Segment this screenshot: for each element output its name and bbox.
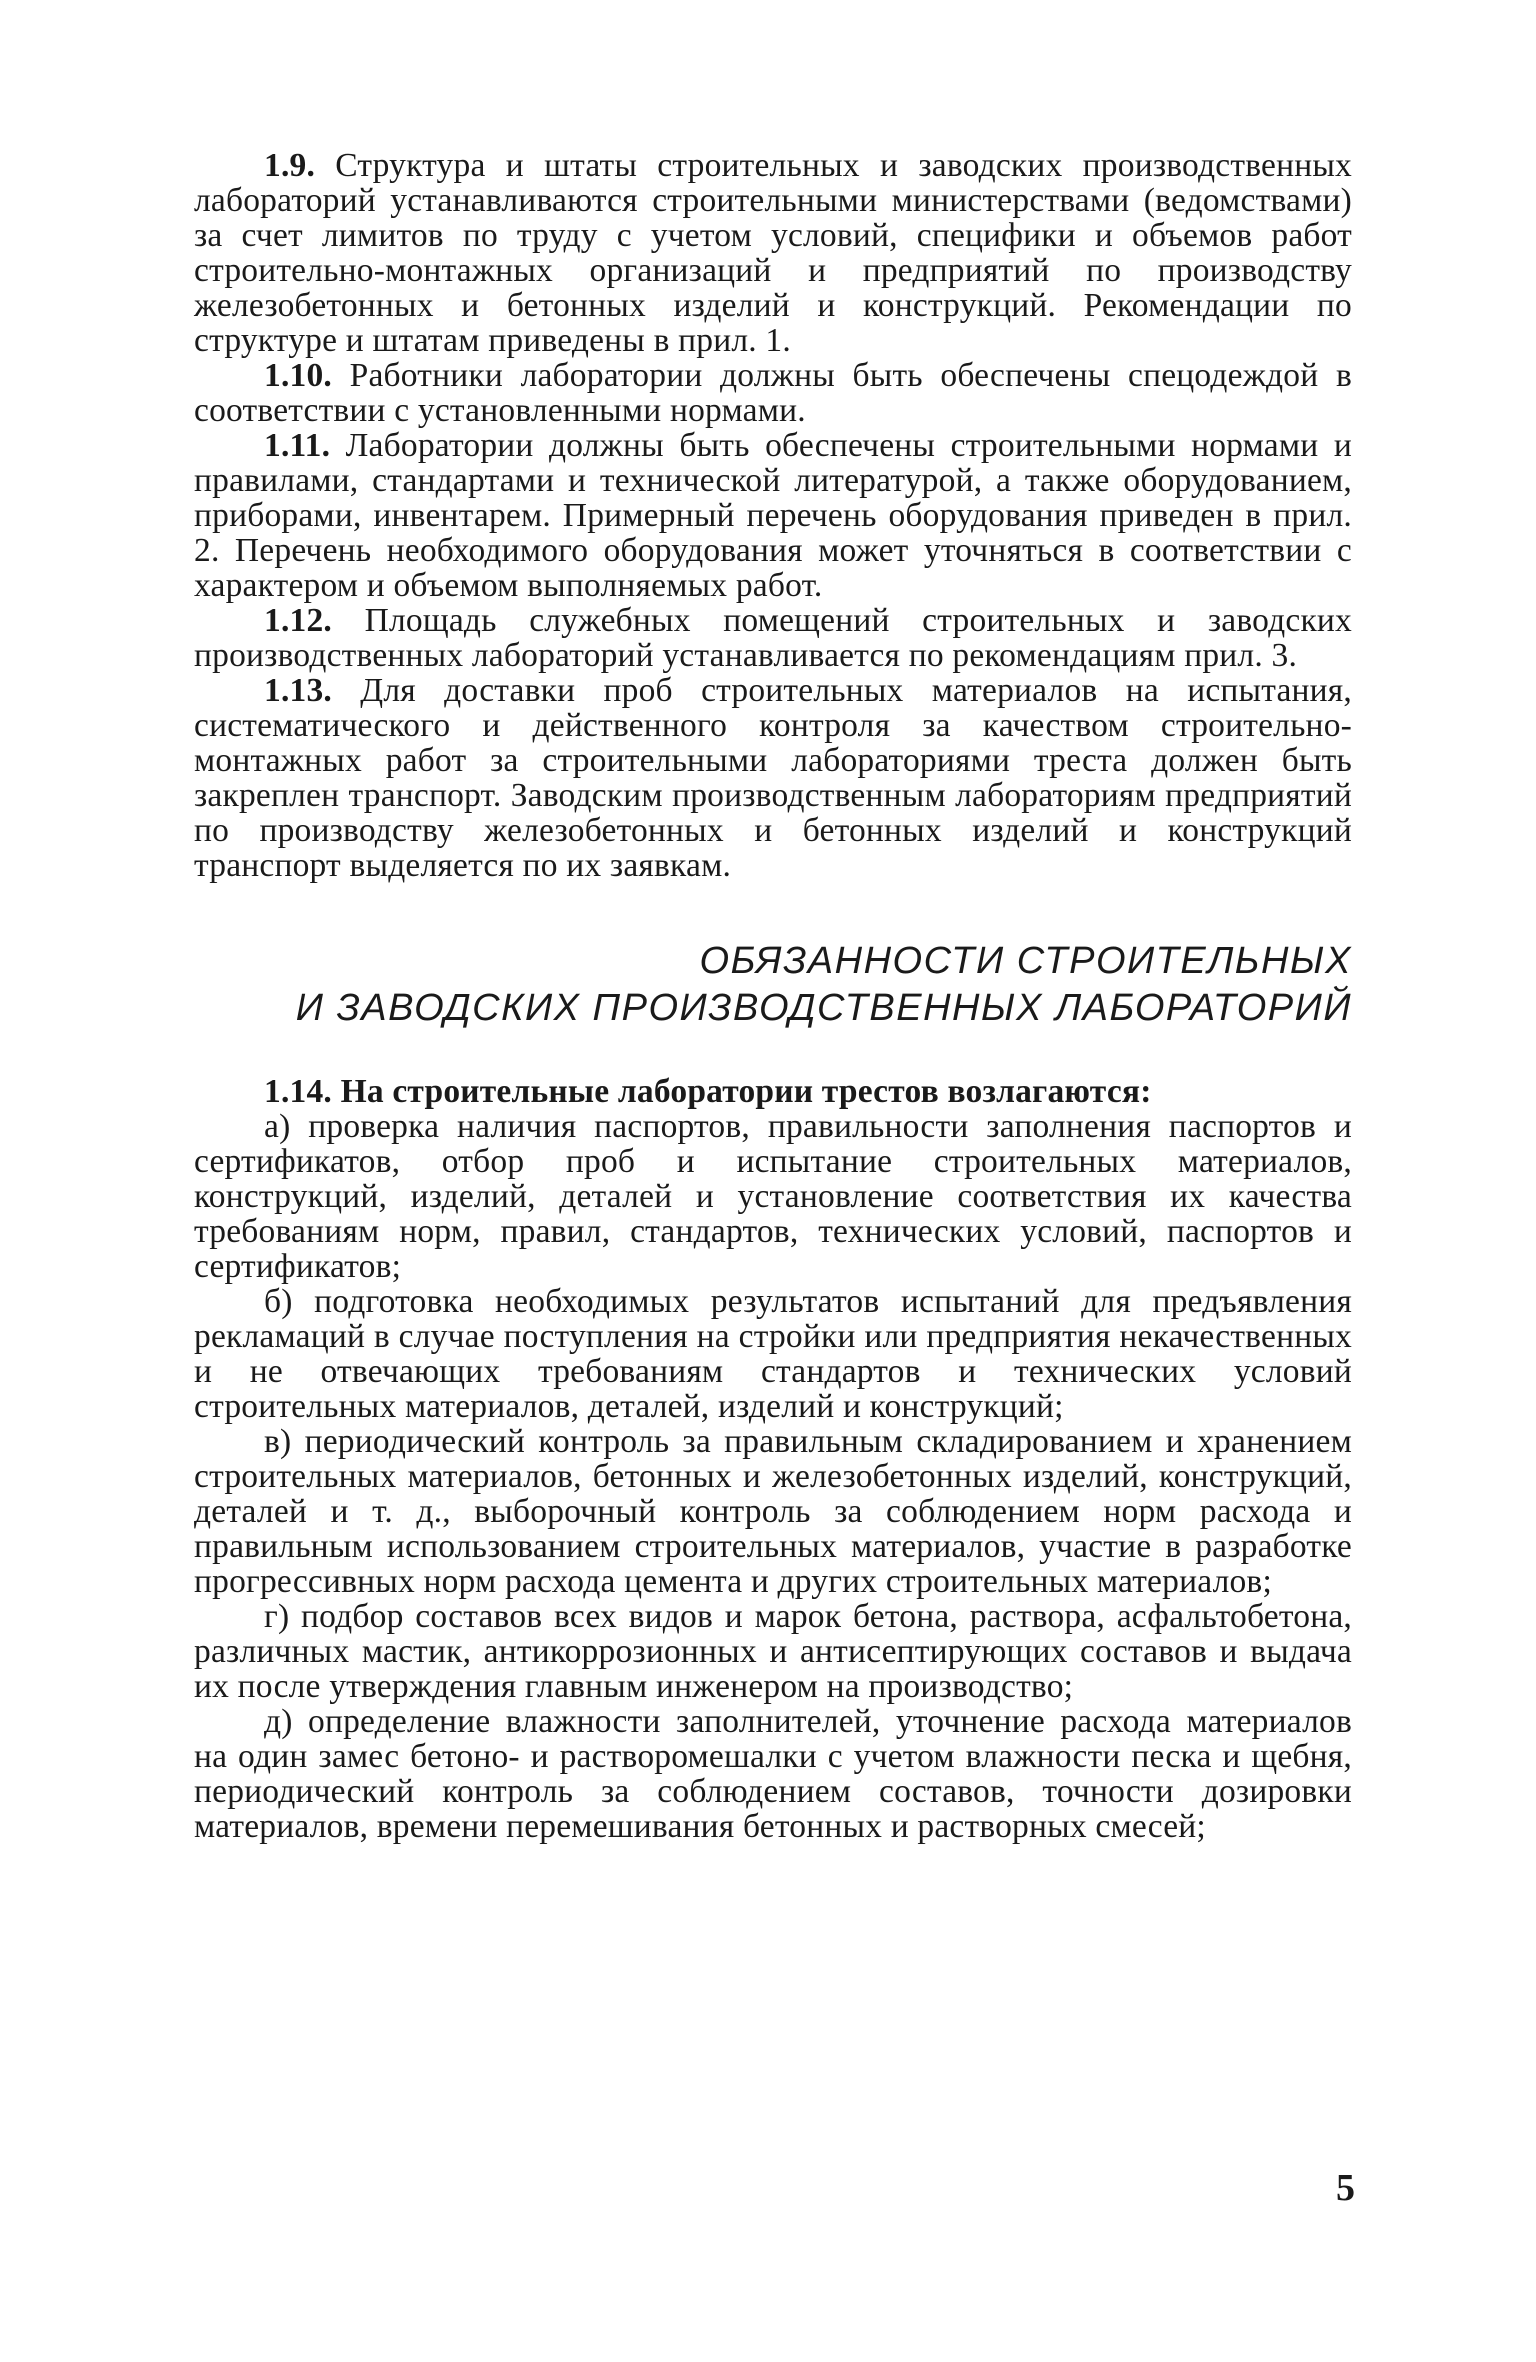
section-heading [194, 938, 1352, 1032]
paragraph-1-10 [194, 358, 1352, 428]
list-item-d: д) определение влажности заполнителей, уточнение расхода материалов на один замес бетоно- и растворомешалки с учетом влажности песка и щебня, периодический контроль за соблюдением составов, точности дозировки материалов, времени перемешивания бетонных и растворных смесей; [194, 1703, 1352, 1845]
paragraph-1-11 [194, 428, 1352, 603]
paragraph-text: Площадь служебных помещений строительных и заводских производственных лабораторий устанавливается по рекомендациям прил. 3. [194, 602, 1353, 674]
section-heading-line-1: ОБЯЗАННОСТИ СТРОИТЕЛЬНЫХ [699, 940, 1352, 982]
paragraph-number: 1.9. [264, 147, 316, 184]
list-item-g: г) подбор составов всех видов и марок бетона, раствора, асфальтобетона, различных мастик, антикоррозионных и антисептирующих составов и выдача их после утверждения главным инженером на производство; [194, 1598, 1352, 1705]
list-item-a: а) проверка наличия паспортов, правильности заполнения паспортов и сертификатов, отбор проб и испытание строительных материалов, конструкций, изделий, деталей и установление соответствия их качества требованиям норм, правил, стандартов, технических условий, паспортов и сертификатов; [194, 1108, 1352, 1285]
paragraph-text: Для доставки проб строительных материалов на испытания, систематического и действенного контроля за качеством строительно-монтажных работ за строительными лабораториями треста должен быть закреплен транспорт. Заводским производственным лабораториям предприятий по производству железобетонных и бетонных изделий и конструкций транспорт выделяется по их заявкам. [194, 672, 1352, 884]
paragraph-text: Структура и штаты строительных и заводских производственных лабораторий устанавливаются строительными министерствами (ведомствами) за счет лимитов по труду с учетом условий, специфики и объемов работ строительно-монтажных организаций и предприятий по производству железобетонных и бетонных изделий и конструкций. Рекомендации по структуре и штатам приведены в прил. 1. [194, 147, 1353, 359]
section-heading-line-2: И ЗАВОДСКИХ ПРОИЗВОДСТВЕННЫХ ЛАБОРАТОРИЙ [295, 987, 1352, 1029]
paragraph-text: Работники лаборатории должны быть обеспечены спецодеждой в соответствии с установленными нормами. [194, 357, 1352, 429]
list-item-b: б) подготовка необходимых результатов испытаний для предъявления рекламаций в случае поступления на стройки или предприятия некачественных и не отвечающих требованиям стандартов и технических условий строительных материалов, деталей, изделий и конструкций; [194, 1283, 1352, 1425]
list-item-v: в) периодический контроль за правильным складированием и хранением строительных материалов, бетонных и железобетонных изделий, конструкций, деталей и т. д., выборочный контроль за соблюдением норм расхода и правильным использованием строительных материалов, участие в разработке прогрессивных норм расхода цемента и других строительных материалов; [194, 1423, 1352, 1600]
page-number: 5 [1336, 2167, 1355, 2209]
paragraph-1-13 [194, 673, 1352, 883]
paragraph-number: 1.13. [264, 672, 332, 709]
paragraph-number: 1.14. [264, 1073, 332, 1110]
paragraph-1-12 [194, 603, 1352, 673]
paragraph-number: 1.11. [264, 427, 331, 464]
paragraph-number: 1.12. [264, 602, 332, 639]
document-page [194, 148, 1352, 1844]
paragraph-1-9 [194, 148, 1352, 358]
paragraph-number: 1.10. [264, 357, 332, 394]
paragraph-text: На строительные лаборатории трестов возлагаются: [340, 1073, 1152, 1110]
paragraph-1-14 [194, 1074, 1352, 1109]
paragraph-text: Лаборатории должны быть обеспечены строительными нормами и правилами, стандартами и технической литературой, а также оборудованием, приборами, инвентарем. Примерный перечень оборудования приведен в прил. 2. Перечень необходимого оборудования может уточняться в соответствии с характером и объемом выполняемых работ. [194, 427, 1352, 604]
